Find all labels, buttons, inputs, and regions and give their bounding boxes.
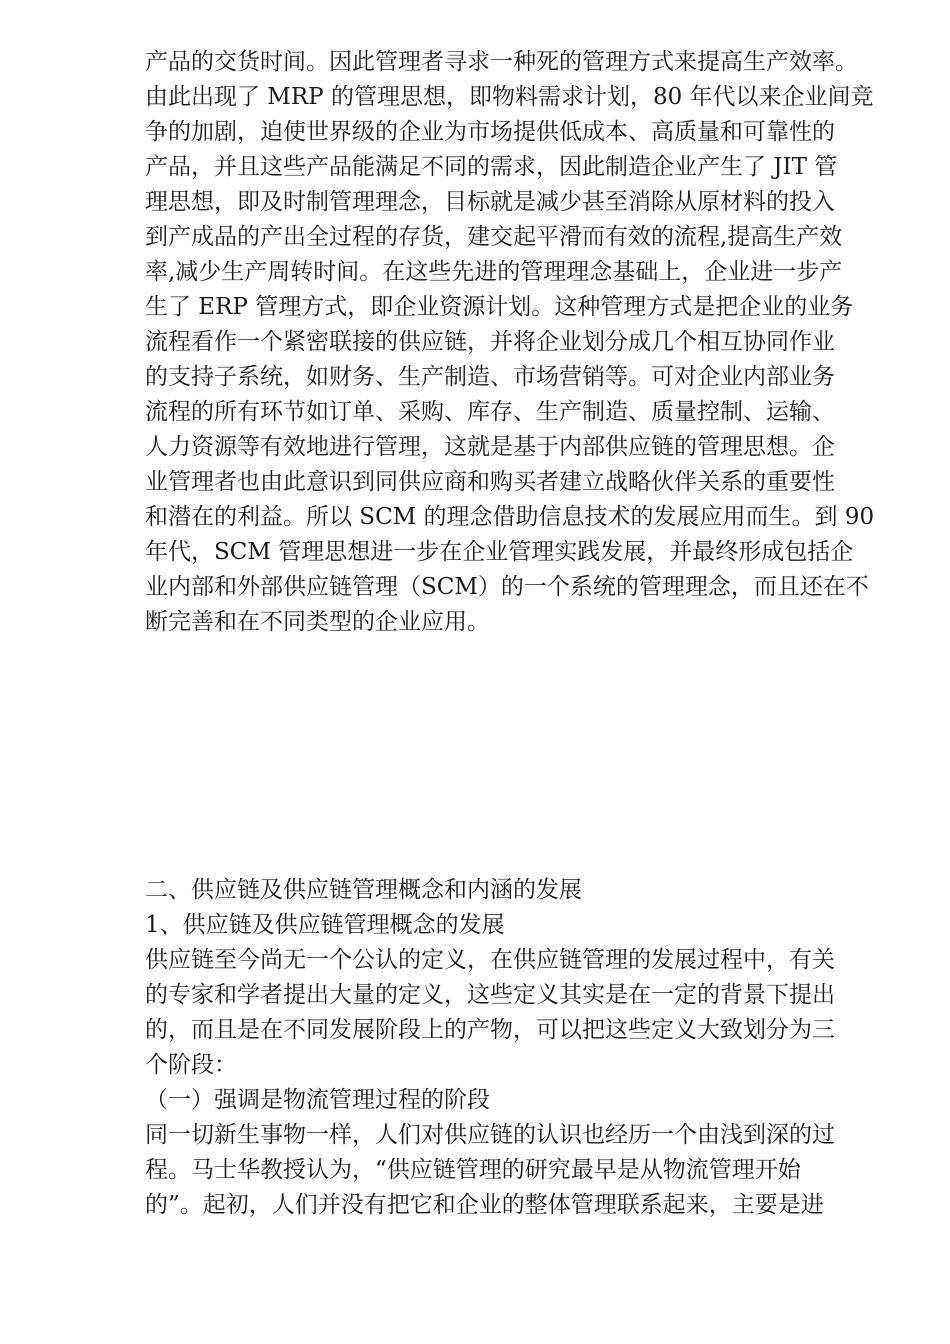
paragraph-1-line: 的支持子系统，如财务、生产制造、市场营销等。可对企业内部业务	[145, 364, 835, 390]
paragraph-1-line: 生了 ERP 管理方式，即企业资源计划。这种管理方式是把企业的业务	[145, 294, 854, 320]
paragraph-2-line: 个阶段：	[145, 1052, 237, 1078]
paragraph-1-line: 产品的交货时间。因此管理者寻求一种死的管理方式来提高生产效率。	[145, 49, 858, 75]
paragraph-2-line: 的专家和学者提出大量的定义，这些定义其实是在一定的背景下提出	[145, 982, 835, 1008]
paragraph-1-line: 业管理者也由此意识到同供应商和购买者建立战略伙伴关系的重要性	[145, 469, 835, 495]
paragraph-3-line: 程。马士华教授认为，“供应链管理的研究最早是从物流管理开始	[145, 1157, 801, 1183]
paragraph-1-line: 理思想，即及时制管理理念，目标就是减少甚至消除从原材料的投入	[145, 189, 835, 215]
stage-heading: （一）强调是物流管理过程的阶段	[145, 1087, 490, 1113]
paragraph-1-line: 流程的所有环节如订单、采购、库存、生产制造、质量控制、运输、	[145, 399, 835, 425]
paragraph-2-line: 的，而且是在不同发展阶段上的产物，可以把这些定义大致划分为三	[145, 1017, 835, 1043]
paragraph-2-line: 供应链至今尚无一个公认的定义，在供应链管理的发展过程中，有关	[145, 947, 835, 973]
paragraph-1-line: 人力资源等有效地进行管理，这就是基于内部供应链的管理思想。企	[145, 434, 835, 460]
paragraph-1-line: 到产成品的产出全过程的存货，建交起平滑而有效的流程,提高生产效	[145, 224, 843, 250]
paragraph-1-line: 和潜在的利益。所以 SCM 的理念借助信息技术的发展应用而生。到 90	[145, 504, 875, 530]
paragraph-3-line: 的”。起初，人们并没有把它和企业的整体管理联系起来，主要是进	[145, 1192, 824, 1218]
paragraph-1-line: 率,减少生产周转时间。在这些先进的管理理念基础上，企业进一步产	[145, 259, 843, 285]
paragraph-1-line: 由此出现了 MRP 的管理思想，即物料需求计划，80 年代以来企业间竞	[145, 84, 874, 110]
section-heading: 二、供应链及供应链管理概念和内涵的发展	[145, 877, 582, 903]
subsection-heading: 1、供应链及供应链管理概念的发展	[145, 912, 505, 938]
paragraph-3-line: 同一切新生事物一样，人们对供应链的认识也经历一个由浅到深的过	[145, 1122, 835, 1148]
paragraph-1-line: 年代，SCM 管理思想进一步在企业管理实践发展，并最终形成包括企	[145, 539, 854, 565]
paragraph-1-line: 流程看作一个紧密联接的供应链，并将企业划分成几个相互协同作业	[145, 329, 835, 355]
paragraph-1-line: 断完善和在不同类型的企业应用。	[145, 609, 490, 635]
paragraph-1-line: 争的加剧，迫使世界级的企业为市场提供低成本、高质量和可靠性的	[145, 119, 835, 145]
paragraph-1-line: 业内部和外部供应链管理（SCM）的一个系统的管理理念，而且还在不	[145, 574, 869, 600]
paragraph-1-line: 产品，并且这些产品能满足不同的需求，因此制造企业产生了 JIT 管	[145, 154, 838, 180]
